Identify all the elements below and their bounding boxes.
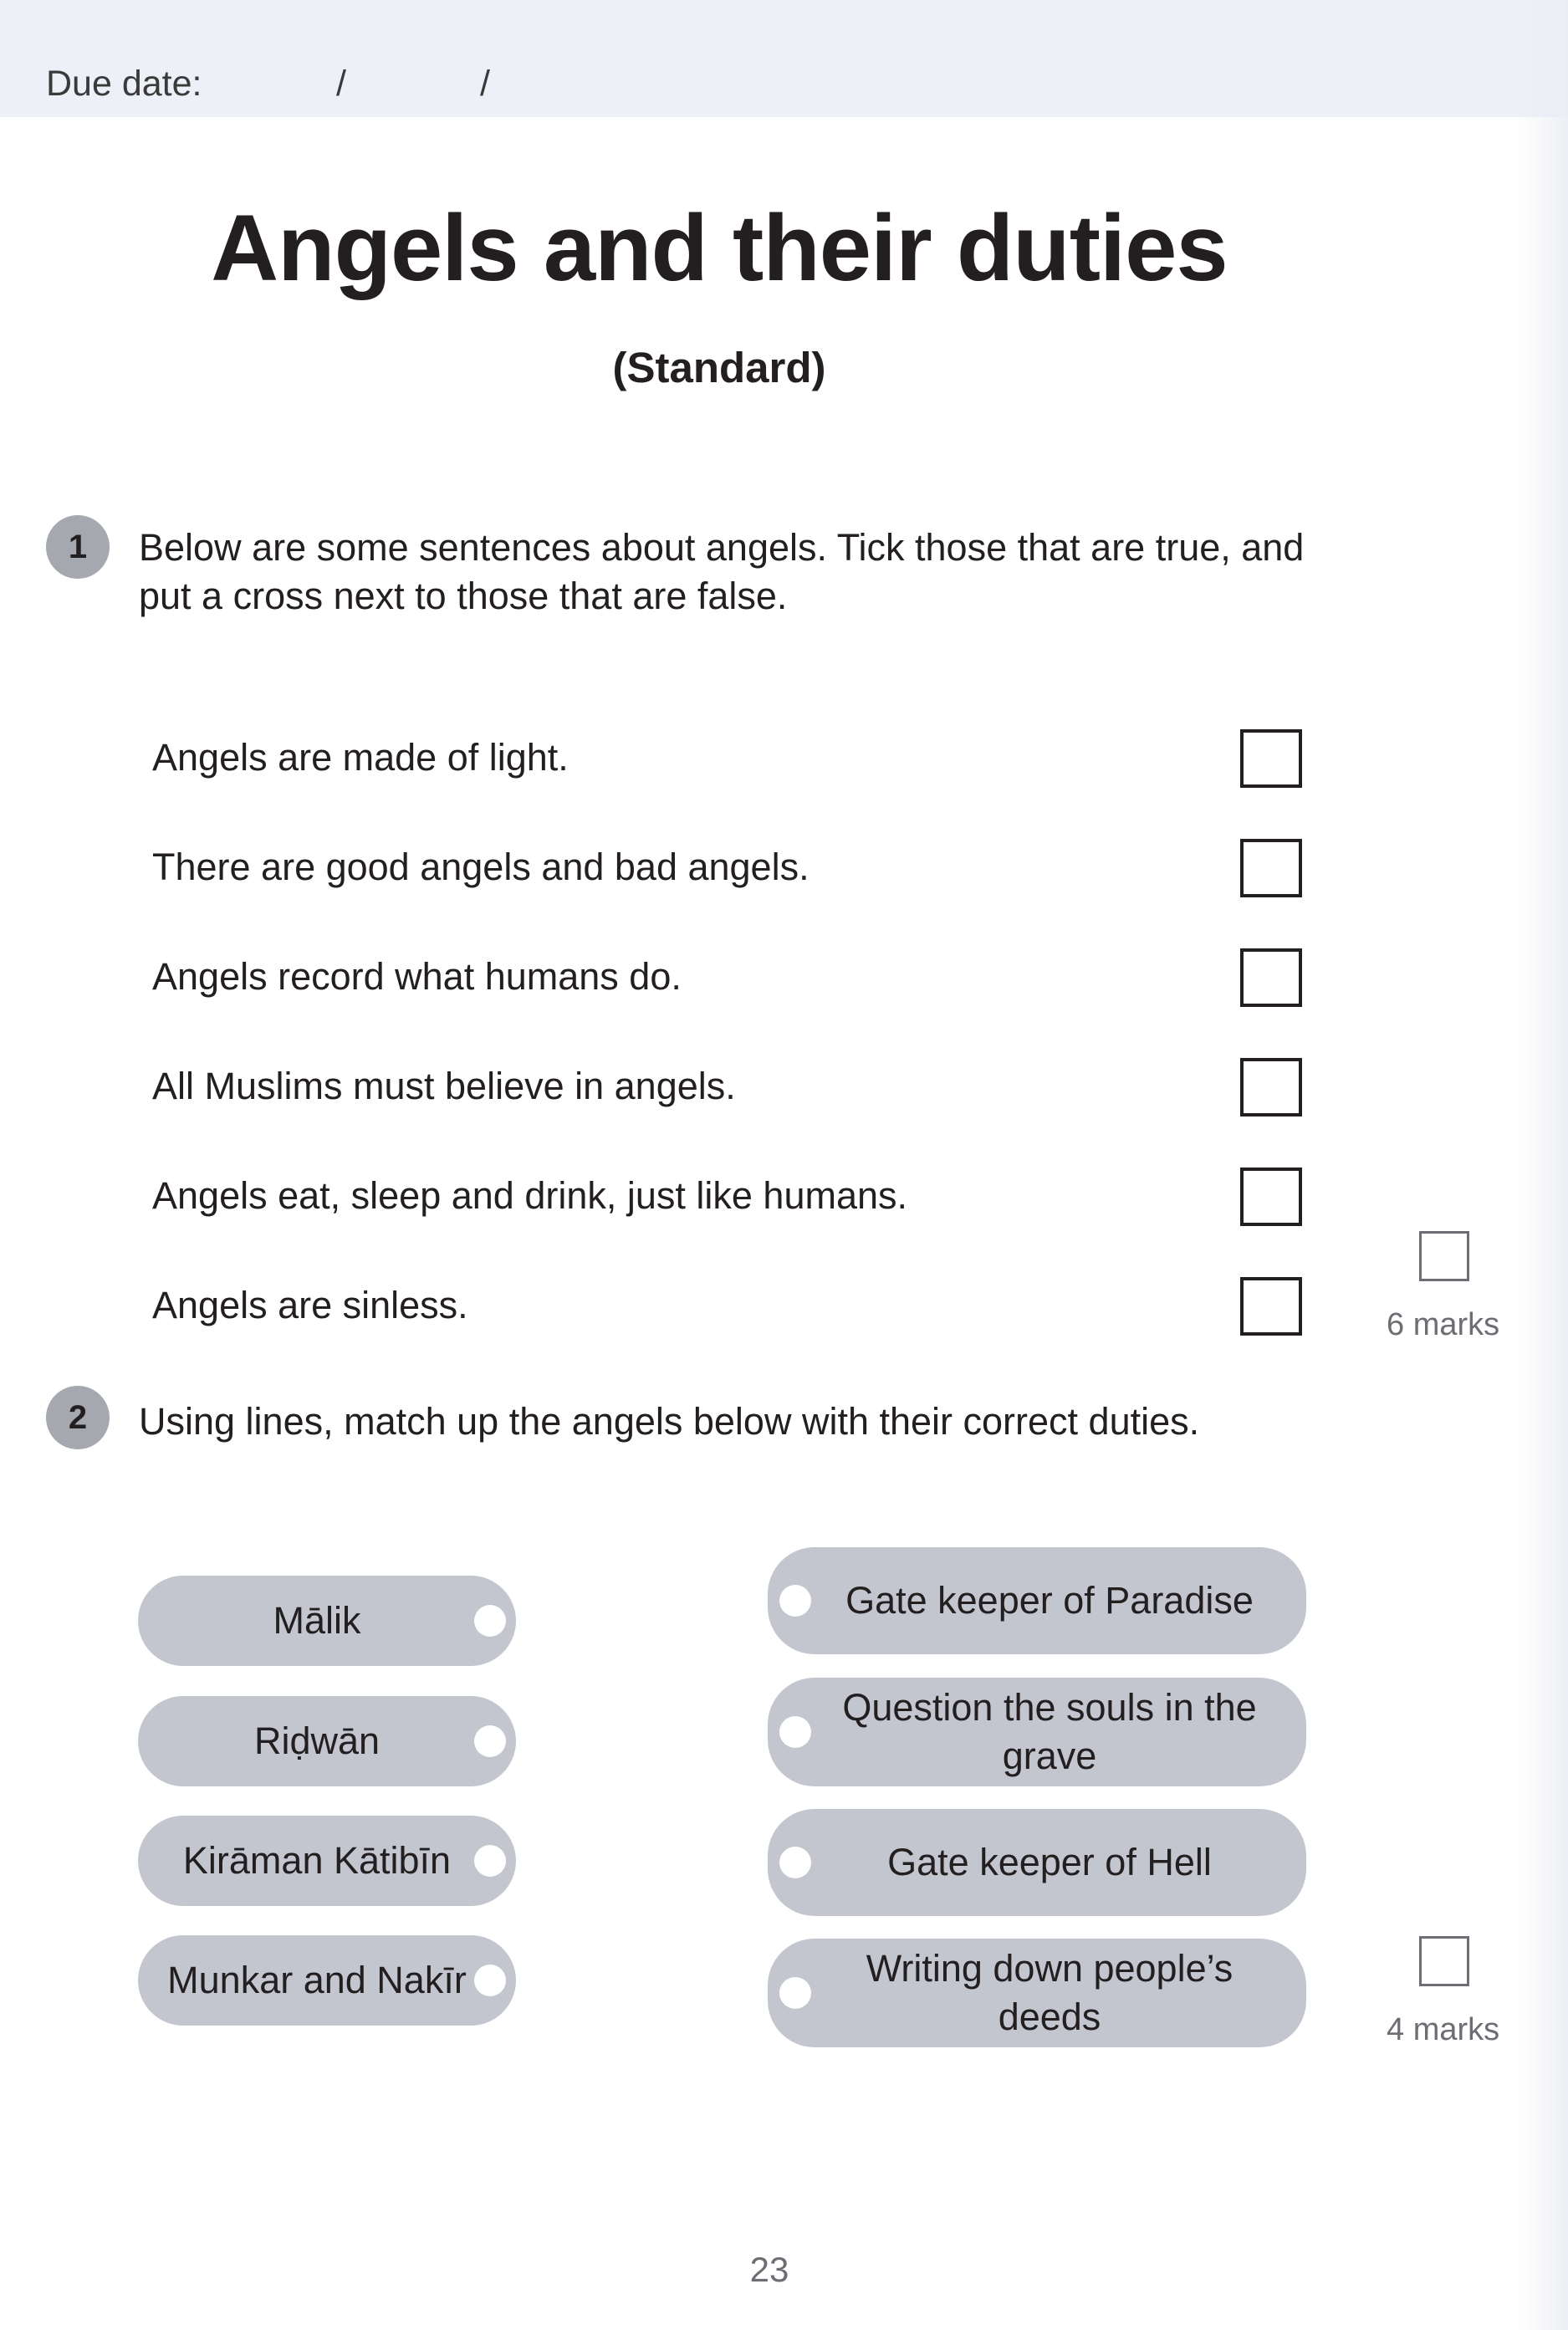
answer-checkbox[interactable] [1240, 1058, 1302, 1116]
angel-pill-malik[interactable] [138, 1576, 516, 1666]
question-1-text-line: put a cross next to those that are false. [139, 575, 788, 617]
answer-checkbox[interactable] [1240, 1277, 1302, 1336]
marks-label: 4 marks [1387, 2012, 1500, 2047]
duty-text-line: Gate keeper of Paradise [845, 1579, 1254, 1622]
statement: All Muslims must believe in angels. [152, 1065, 736, 1107]
answer-checkbox[interactable] [1240, 839, 1302, 897]
duty-pill[interactable] [768, 1547, 1306, 1654]
connector-dot[interactable] [474, 1605, 506, 1637]
angel-pill-kiraman-katibin[interactable] [138, 1816, 516, 1906]
statement: Angels are made of light. [152, 736, 569, 779]
question-1-text [139, 524, 1304, 621]
duty-text-line: grave [1002, 1735, 1097, 1777]
due-date-slash: / [336, 64, 346, 104]
connector-dot[interactable] [779, 1847, 811, 1878]
statement: There are good angels and bad angels. [152, 846, 810, 888]
due-date-slash: / [480, 64, 490, 104]
question-number-badge: 2 [46, 1386, 110, 1449]
angel-pill-ridwan[interactable] [138, 1696, 516, 1786]
question-2-text: Using lines, match up the angels below with their correct duties. [139, 1400, 1200, 1443]
connector-dot[interactable] [474, 1725, 506, 1757]
answer-checkbox[interactable] [1240, 729, 1302, 788]
duty-pill[interactable] [768, 1939, 1306, 2047]
statement: Angels are sinless. [152, 1284, 468, 1326]
marks-box[interactable] [1419, 1936, 1469, 1986]
marks-label: 6 marks [1387, 1307, 1500, 1342]
connector-dot[interactable] [779, 1977, 811, 2009]
duty-pill[interactable] [768, 1678, 1306, 1786]
duty-text-line: Gate keeper of Hell [887, 1841, 1212, 1883]
connector-dot[interactable] [474, 1965, 506, 1996]
answer-checkbox[interactable] [1240, 1168, 1302, 1226]
duty-pill[interactable] [768, 1809, 1306, 1916]
connector-dot[interactable] [474, 1845, 506, 1877]
due-date-label: Due date: [46, 64, 202, 104]
duty-text-line: Writing down people’s [866, 1947, 1233, 1990]
page-number: 23 [749, 2250, 789, 2289]
question-number-badge: 1 [46, 515, 110, 579]
question-1-text-line: Below are some sentences about angels. Tick those that are true, and [139, 526, 1305, 569]
connector-dot[interactable] [779, 1716, 811, 1748]
statement: Angels eat, sleep and drink, just like humans. [152, 1174, 908, 1217]
statement: Angels record what humans do. [152, 955, 682, 998]
angel-name: Riḍwān [253, 1719, 381, 1762]
page-subtitle: (Standard) [612, 344, 826, 391]
answer-checkbox[interactable] [1240, 948, 1302, 1007]
page-edge-shadow [1518, 0, 1568, 2330]
page-title: Angels and their duties [211, 196, 1228, 300]
angel-pill-munkar-nakir[interactable] [138, 1935, 516, 2026]
angel-name: Munkar and Nakīr [167, 1959, 467, 2001]
angel-name: Mālik [273, 1599, 361, 1642]
duty-text-line: Question the souls in the [842, 1686, 1257, 1729]
marks-box[interactable] [1419, 1231, 1469, 1281]
header-band [0, 0, 1568, 117]
connector-dot[interactable] [779, 1585, 811, 1617]
angel-name: Kirāman Kātibīn [182, 1839, 452, 1882]
duty-text-line: deeds [998, 1995, 1101, 2038]
